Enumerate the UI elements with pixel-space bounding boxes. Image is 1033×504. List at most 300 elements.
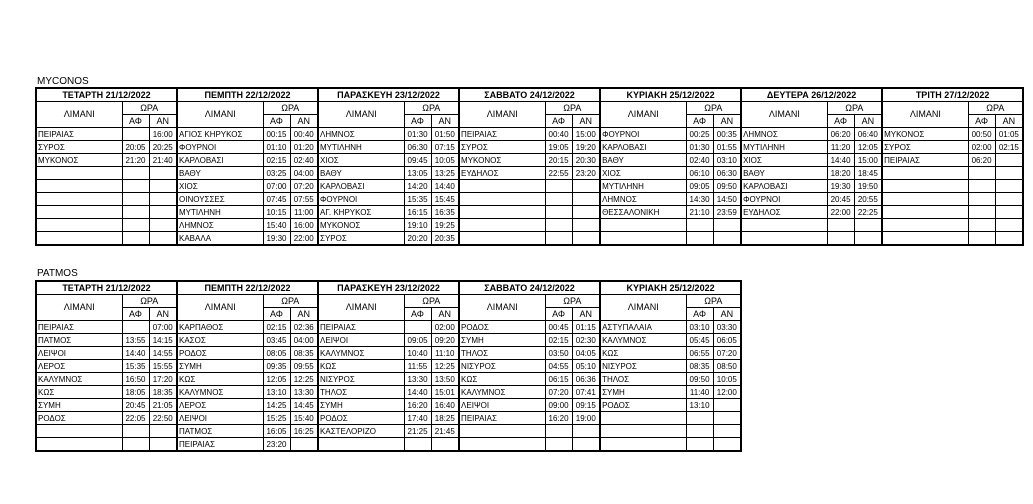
departure-time-cell: 13:30 (404, 373, 431, 386)
departure-time-cell (122, 321, 149, 334)
table-row (36, 154, 1023, 167)
hour-column-header: ΩΡΑ (827, 102, 882, 115)
arrival-time-cell (572, 219, 600, 232)
departure-time-cell: 03:25 (263, 167, 290, 180)
arrival-time-cell: 15:00 (854, 154, 882, 167)
arrival-time-cell: 12:00 (713, 386, 741, 399)
port-cell: ΝΙΣΥΡΟΣ (459, 360, 545, 373)
port-cell: ΠΕΙΡΑΙΑΣ (36, 128, 122, 141)
departure-time-cell (968, 232, 995, 246)
port-cell (600, 219, 686, 232)
arrival-time-cell (572, 438, 600, 452)
arrival-time-cell: 06:36 (572, 373, 600, 386)
day-header: ΠΕΜΠΤΗ 22/12/2022 (177, 281, 318, 295)
departure-time-cell: 20:15 (545, 154, 572, 167)
port-cell (36, 167, 122, 180)
departure-time-cell (545, 232, 572, 246)
arrival-time-cell: 03:10 (713, 154, 741, 167)
port-cell: ΣΥΡΟΣ (318, 232, 404, 246)
departure-time-cell (122, 180, 149, 193)
departure-time-cell: 20:05 (122, 141, 149, 154)
arrival-time-cell: 02:15 (995, 141, 1023, 154)
port-cell: ΚΩΣ (318, 360, 404, 373)
table-row (36, 167, 1023, 180)
departure-time-cell: 15:25 (263, 412, 290, 425)
port-cell: ΦΟΥΡΝΟΙ (318, 193, 404, 206)
port-cell: ΛΕΙΨΟΙ (459, 399, 545, 412)
arrival-time-cell: 07:55 (290, 193, 318, 206)
departure-time-cell: 02:15 (263, 321, 290, 334)
departure-time-cell (827, 232, 854, 246)
departure-time-cell: 20:45 (122, 399, 149, 412)
port-cell: ΚΑΣΟΣ (177, 334, 263, 347)
arrival-time-cell: 15:01 (431, 386, 459, 399)
departure-time-cell: 00:40 (545, 128, 572, 141)
departure-time-cell (545, 180, 572, 193)
day-header: ΠΑΡΑΣΚΕΥΗ 23/12/2022 (318, 281, 459, 295)
port-cell: ΜΥΚΟΝΟΣ (36, 154, 122, 167)
departure-time-cell: 07:20 (545, 386, 572, 399)
departure-time-cell (968, 180, 995, 193)
port-column-header: ΛΙΜΑΝΙ (177, 295, 263, 321)
arrival-time-cell: 07:41 (572, 386, 600, 399)
port-cell: ΡΟΔΟΣ (36, 412, 122, 425)
departure-time-cell: 13:10 (686, 399, 713, 412)
arrival-time-cell: 16:00 (290, 219, 318, 232)
port-cell (36, 180, 122, 193)
arrival-time-cell: 22:25 (854, 206, 882, 219)
arrival-time-cell: 14:45 (290, 399, 318, 412)
departure-time-cell: 10:40 (404, 347, 431, 360)
table-row (36, 128, 1023, 141)
arrival-time-cell: 01:05 (995, 128, 1023, 141)
departure-time-cell: 06:20 (968, 154, 995, 167)
hour-column-header: ΩΡΑ (404, 295, 459, 308)
port-cell (459, 438, 545, 452)
arrival-time-cell: 01:55 (713, 141, 741, 154)
arrival-time-cell: 01:20 (290, 141, 318, 154)
arrival-time-cell: 22:00 (290, 232, 318, 246)
departure-time-cell: 03:10 (686, 321, 713, 334)
port-column-header: ΛΙΜΑΝΙ (882, 102, 968, 128)
arrival-header: ΑΝ (431, 115, 459, 128)
departure-time-cell (686, 425, 713, 438)
port-cell: ΒΑΘΥ (741, 167, 827, 180)
arrival-header: ΑΝ (149, 308, 177, 321)
departure-time-cell (968, 193, 995, 206)
departure-time-cell: 16:20 (545, 412, 572, 425)
port-cell: ΡΟΔΟΣ (318, 412, 404, 425)
hour-column-header: ΩΡΑ (686, 295, 741, 308)
port-cell (459, 219, 545, 232)
table-row (36, 386, 741, 399)
departure-time-cell: 00:50 (968, 128, 995, 141)
port-cell (459, 180, 545, 193)
port-cell: ΜΥΤΙΛΗΝΗ (600, 180, 686, 193)
port-cell: ΟΙΝΟΥΣΣΕΣ (177, 193, 263, 206)
myconos-schedule-table (35, 87, 1024, 246)
arrival-time-cell: 07:00 (149, 321, 177, 334)
arrival-time-cell (572, 425, 600, 438)
day-header: ΣΑΒΒΑΤΟ 24/12/2022 (459, 281, 600, 295)
table-row (36, 206, 1023, 219)
port-cell (882, 206, 968, 219)
port-cell: ΜΥΚΟΝΟΣ (882, 128, 968, 141)
arrival-time-cell: 14:40 (431, 180, 459, 193)
departure-time-cell: 00:45 (545, 321, 572, 334)
departure-time-cell (686, 412, 713, 425)
table-row (36, 399, 741, 412)
port-cell (741, 232, 827, 246)
port-cell: ΣΥΡΟΣ (36, 141, 122, 154)
arrival-time-cell: 13:30 (290, 386, 318, 399)
departure-time-cell: 18:20 (827, 167, 854, 180)
departure-time-cell: 21:10 (686, 206, 713, 219)
arrival-header: ΑΝ (572, 115, 600, 128)
departure-time-cell: 20:20 (404, 232, 431, 246)
table-row (36, 232, 1023, 246)
port-cell: ΛΕΙΨΟΙ (177, 412, 263, 425)
port-cell: ΚΑΡΛΟΒΑΣΙ (600, 141, 686, 154)
day-header: ΠΑΡΑΣΚΕΥΗ 23/12/2022 (318, 88, 459, 102)
departure-time-cell: 16:15 (404, 206, 431, 219)
port-cell: ΧΙΟΣ (600, 167, 686, 180)
arrival-time-cell: 16:40 (431, 399, 459, 412)
arrival-time-cell: 03:30 (713, 321, 741, 334)
arrival-time-cell: 18:35 (149, 386, 177, 399)
port-cell (882, 232, 968, 246)
port-cell: ΣΥΜΗ (600, 386, 686, 399)
port-cell (36, 193, 122, 206)
arrival-time-cell: 13:50 (431, 373, 459, 386)
port-cell (36, 232, 122, 246)
port-column-header: ΛΙΜΑΝΙ (318, 102, 404, 128)
hour-column-header: ΩΡΑ (404, 102, 459, 115)
departure-time-cell: 06:30 (404, 141, 431, 154)
arrival-time-cell: 22:50 (149, 412, 177, 425)
departure-time-cell: 07:00 (263, 180, 290, 193)
departure-time-cell (968, 219, 995, 232)
arrival-time-cell: 16:25 (290, 425, 318, 438)
port-cell: ΜΥΚΟΝΟΣ (459, 154, 545, 167)
departure-time-cell: 02:40 (686, 154, 713, 167)
port-column-header: ΛΙΜΑΝΙ (459, 102, 545, 128)
departure-time-cell: 16:50 (122, 373, 149, 386)
hour-column-header: ΩΡΑ (122, 102, 177, 115)
arrival-time-cell: 07:20 (713, 347, 741, 360)
port-cell (600, 412, 686, 425)
arrival-time-cell: 21:05 (149, 399, 177, 412)
day-header: ΠΕΜΠΤΗ 22/12/2022 (177, 88, 318, 102)
hour-column-header: ΩΡΑ (122, 295, 177, 308)
departure-time-cell (686, 438, 713, 452)
departure-time-cell (122, 219, 149, 232)
departure-header: ΑΦ (686, 115, 713, 128)
port-cell: ΡΟΔΟΣ (600, 399, 686, 412)
port-cell: ΛΕΡΟΣ (177, 399, 263, 412)
port-cell: ΧΙΟΣ (318, 154, 404, 167)
port-cell: ΚΩΣ (177, 373, 263, 386)
arrival-time-cell: 20:35 (431, 232, 459, 246)
departure-time-cell: 11:55 (404, 360, 431, 373)
port-cell: ΣΥΜΗ (318, 399, 404, 412)
port-cell (459, 425, 545, 438)
departure-time-cell (122, 193, 149, 206)
departure-time-cell: 01:30 (404, 128, 431, 141)
arrival-time-cell: 12:25 (431, 360, 459, 373)
departure-time-cell: 19:30 (827, 180, 854, 193)
port-cell: ΠΑΤΜΟΣ (36, 334, 122, 347)
departure-time-cell (827, 219, 854, 232)
port-cell: ΠΕΙΡΑΙΑΣ (459, 128, 545, 141)
port-cell: ΚΩΣ (459, 373, 545, 386)
port-cell: ΠΕΙΡΑΙΑΣ (318, 321, 404, 334)
port-cell: ΚΑΛΥΜΝΟΣ (318, 347, 404, 360)
arrival-time-cell: 04:00 (290, 334, 318, 347)
port-cell: ΚΑΛΥΜΝΟΣ (600, 334, 686, 347)
arrival-time-cell: 09:20 (431, 334, 459, 347)
departure-time-cell: 14:25 (263, 399, 290, 412)
port-column-header: ΛΙΜΑΝΙ (600, 102, 686, 128)
departure-time-cell: 13:55 (122, 334, 149, 347)
port-cell (36, 438, 122, 452)
port-cell: ΤΗΛΟΣ (459, 347, 545, 360)
departure-time-cell: 14:30 (686, 193, 713, 206)
departure-time-cell: 22:55 (545, 167, 572, 180)
arrival-time-cell (713, 219, 741, 232)
departure-header: ΑΦ (686, 308, 713, 321)
arrival-time-cell: 19:25 (431, 219, 459, 232)
arrival-header: ΑΝ (713, 308, 741, 321)
arrival-header: ΑΝ (149, 115, 177, 128)
port-cell: ΧΙΟΣ (177, 180, 263, 193)
day-header: ΤΡΙΤΗ 27/12/2022 (882, 88, 1023, 102)
arrival-time-cell: 11:00 (290, 206, 318, 219)
port-cell (459, 206, 545, 219)
port-cell: ΡΟΔΟΣ (459, 321, 545, 334)
departure-time-cell: 00:15 (263, 128, 290, 141)
departure-time-cell: 09:05 (404, 334, 431, 347)
arrival-time-cell (572, 193, 600, 206)
departure-time-cell: 07:45 (263, 193, 290, 206)
port-cell (882, 180, 968, 193)
port-cell: ΚΑΡΛΟΒΑΣΙ (741, 180, 827, 193)
departure-time-cell: 21:20 (122, 154, 149, 167)
departure-time-cell: 06:55 (686, 347, 713, 360)
arrival-time-cell (290, 438, 318, 452)
departure-time-cell: 14:40 (827, 154, 854, 167)
port-cell: ΚΑΣΤΕΛΟΡΙΖΟ (318, 425, 404, 438)
departure-time-cell: 00:25 (686, 128, 713, 141)
departure-time-cell: 09:05 (686, 180, 713, 193)
departure-time-cell: 08:35 (686, 360, 713, 373)
arrival-time-cell: 23:20 (572, 167, 600, 180)
departure-time-cell (122, 425, 149, 438)
hour-column-header: ΩΡΑ (545, 295, 600, 308)
departure-time-cell (686, 219, 713, 232)
table-row (36, 193, 1023, 206)
arrival-time-cell: 06:30 (713, 167, 741, 180)
port-cell (600, 232, 686, 246)
table-row (36, 321, 741, 334)
departure-time-cell: 04:55 (545, 360, 572, 373)
port-cell (36, 425, 122, 438)
departure-header: ΑΦ (404, 115, 431, 128)
arrival-time-cell (995, 167, 1023, 180)
arrival-time-cell: 12:25 (290, 373, 318, 386)
port-cell: ΒΑΘΥ (318, 167, 404, 180)
departure-time-cell: 06:20 (827, 128, 854, 141)
port-cell (741, 219, 827, 232)
arrival-time-cell: 15:40 (290, 412, 318, 425)
port-cell: ΚΑΡΛΟΒΑΣΙ (318, 180, 404, 193)
port-cell: ΛΕΙΨΟΙ (36, 347, 122, 360)
table-row (36, 360, 741, 373)
port-cell: ΒΑΘΥ (600, 154, 686, 167)
port-cell: ΛΗΜΝΟΣ (177, 219, 263, 232)
port-cell: ΠΕΙΡΑΙΑΣ (177, 438, 263, 452)
port-column-header: ΛΙΜΑΝΙ (600, 295, 686, 321)
departure-time-cell: 09:50 (686, 373, 713, 386)
arrival-time-cell: 20:55 (854, 193, 882, 206)
arrival-time-cell: 17:20 (149, 373, 177, 386)
port-cell: ΛΗΜΝΟΣ (318, 128, 404, 141)
port-cell: ΠΑΤΜΟΣ (177, 425, 263, 438)
arrival-time-cell (149, 193, 177, 206)
arrival-time-cell (995, 232, 1023, 246)
departure-time-cell: 05:45 (686, 334, 713, 347)
day-header: ΔΕΥΤΕΡΑ 26/12/2022 (741, 88, 882, 102)
arrival-time-cell: 09:15 (572, 399, 600, 412)
departure-time-cell: 18:05 (122, 386, 149, 399)
port-cell: ΒΑΘΥ (177, 167, 263, 180)
arrival-time-cell: 10:05 (431, 154, 459, 167)
port-cell: ΦΟΥΡΝΟΙ (600, 128, 686, 141)
arrival-time-cell: 05:10 (572, 360, 600, 373)
departure-time-cell: 23:20 (263, 438, 290, 452)
arrival-time-cell: 11:10 (431, 347, 459, 360)
departure-time-cell: 02:15 (545, 334, 572, 347)
arrival-time-cell: 07:15 (431, 141, 459, 154)
arrival-time-cell (995, 180, 1023, 193)
arrival-time-cell: 21:45 (431, 425, 459, 438)
port-cell: ΦΟΥΡΝΟΙ (741, 193, 827, 206)
port-cell: ΕΥΔΗΛΟΣ (741, 206, 827, 219)
arrival-time-cell (713, 412, 741, 425)
arrival-time-cell: 23:59 (713, 206, 741, 219)
departure-time-cell: 19:30 (263, 232, 290, 246)
port-cell: ΕΥΔΗΛΟΣ (459, 167, 545, 180)
port-cell: ΠΕΙΡΑΙΑΣ (459, 412, 545, 425)
arrival-time-cell: 14:50 (713, 193, 741, 206)
departure-time-cell: 19:10 (404, 219, 431, 232)
arrival-time-cell (572, 206, 600, 219)
port-cell (36, 206, 122, 219)
arrival-time-cell (713, 232, 741, 246)
departure-time-cell: 10:15 (263, 206, 290, 219)
arrival-time-cell (572, 232, 600, 246)
arrival-header: ΑΝ (995, 115, 1023, 128)
arrival-time-cell: 09:50 (713, 180, 741, 193)
departure-header: ΑΦ (827, 115, 854, 128)
arrival-time-cell: 20:25 (149, 141, 177, 154)
port-column-header: ΛΙΜΑΝΙ (177, 102, 263, 128)
arrival-time-cell: 18:45 (854, 167, 882, 180)
arrival-time-cell: 12:05 (854, 141, 882, 154)
port-column-header: ΛΙΜΑΝΙ (459, 295, 545, 321)
arrival-time-cell: 16:35 (431, 206, 459, 219)
departure-header: ΑΦ (263, 115, 290, 128)
table-row (36, 438, 741, 452)
port-cell: ΜΥΤΙΛΗΝΗ (741, 141, 827, 154)
hour-column-header: ΩΡΑ (968, 102, 1023, 115)
departure-header: ΑΦ (122, 115, 149, 128)
day-header-row (36, 88, 1023, 102)
port-cell: ΜΥΤΙΛΗΝΗ (177, 206, 263, 219)
departure-time-cell: 09:35 (263, 360, 290, 373)
arrival-time-cell (149, 425, 177, 438)
day-header: ΤΕΤΑΡΤΗ 21/12/2022 (36, 88, 177, 102)
arrival-time-cell: 01:15 (572, 321, 600, 334)
departure-time-cell (404, 438, 431, 452)
day-header: ΚΥΡΙΑΚΗ 25/12/2022 (600, 281, 741, 295)
column-header-row (36, 295, 741, 308)
arrival-time-cell: 16:00 (149, 128, 177, 141)
day-header: ΚΥΡΙΑΚΗ 25/12/2022 (600, 88, 741, 102)
arrival-time-cell: 08:50 (713, 360, 741, 373)
port-cell: ΑΓΙΟΣ ΚΗΡΥΚΟΣ (177, 128, 263, 141)
arrival-time-cell (995, 193, 1023, 206)
departure-header: ΑΦ (545, 308, 572, 321)
port-cell: ΧΙΟΣ (741, 154, 827, 167)
arrival-time-cell: 19:50 (854, 180, 882, 193)
port-cell: ΚΩΣ (600, 347, 686, 360)
table-row (36, 334, 741, 347)
departure-time-cell: 17:40 (404, 412, 431, 425)
table-row (36, 347, 741, 360)
port-cell: ΘΕΣΣΑΛΟΝΙΚΗ (600, 206, 686, 219)
departure-time-cell: 09:00 (545, 399, 572, 412)
arrival-time-cell (713, 425, 741, 438)
arrival-time-cell (149, 206, 177, 219)
departure-time-cell: 11:20 (827, 141, 854, 154)
departure-time-cell (545, 193, 572, 206)
arrival-time-cell (995, 219, 1023, 232)
table-row (36, 373, 741, 386)
arrival-time-cell: 06:05 (713, 334, 741, 347)
port-cell: ΛΕΡΟΣ (36, 360, 122, 373)
arrival-time-cell: 18:25 (431, 412, 459, 425)
departure-time-cell: 16:20 (404, 399, 431, 412)
arrival-time-cell (995, 154, 1023, 167)
arrival-time-cell (713, 399, 741, 412)
port-cell: ΦΟΥΡΝΟΙ (177, 141, 263, 154)
column-header-row (36, 102, 1023, 115)
arrival-time-cell (572, 180, 600, 193)
port-cell (459, 193, 545, 206)
departure-time-cell (545, 438, 572, 452)
departure-time-cell: 01:10 (263, 141, 290, 154)
departure-time-cell: 22:00 (827, 206, 854, 219)
port-cell: ΛΗΜΝΟΣ (741, 128, 827, 141)
port-cell (600, 425, 686, 438)
port-cell: ΛΗΜΝΟΣ (600, 193, 686, 206)
arrival-time-cell: 06:40 (854, 128, 882, 141)
port-cell: ΚΑΛΥΜΝΟΣ (459, 386, 545, 399)
port-cell: ΡΟΔΟΣ (177, 347, 263, 360)
arrival-time-cell: 02:00 (431, 321, 459, 334)
port-column-header: ΛΙΜΑΝΙ (36, 295, 122, 321)
